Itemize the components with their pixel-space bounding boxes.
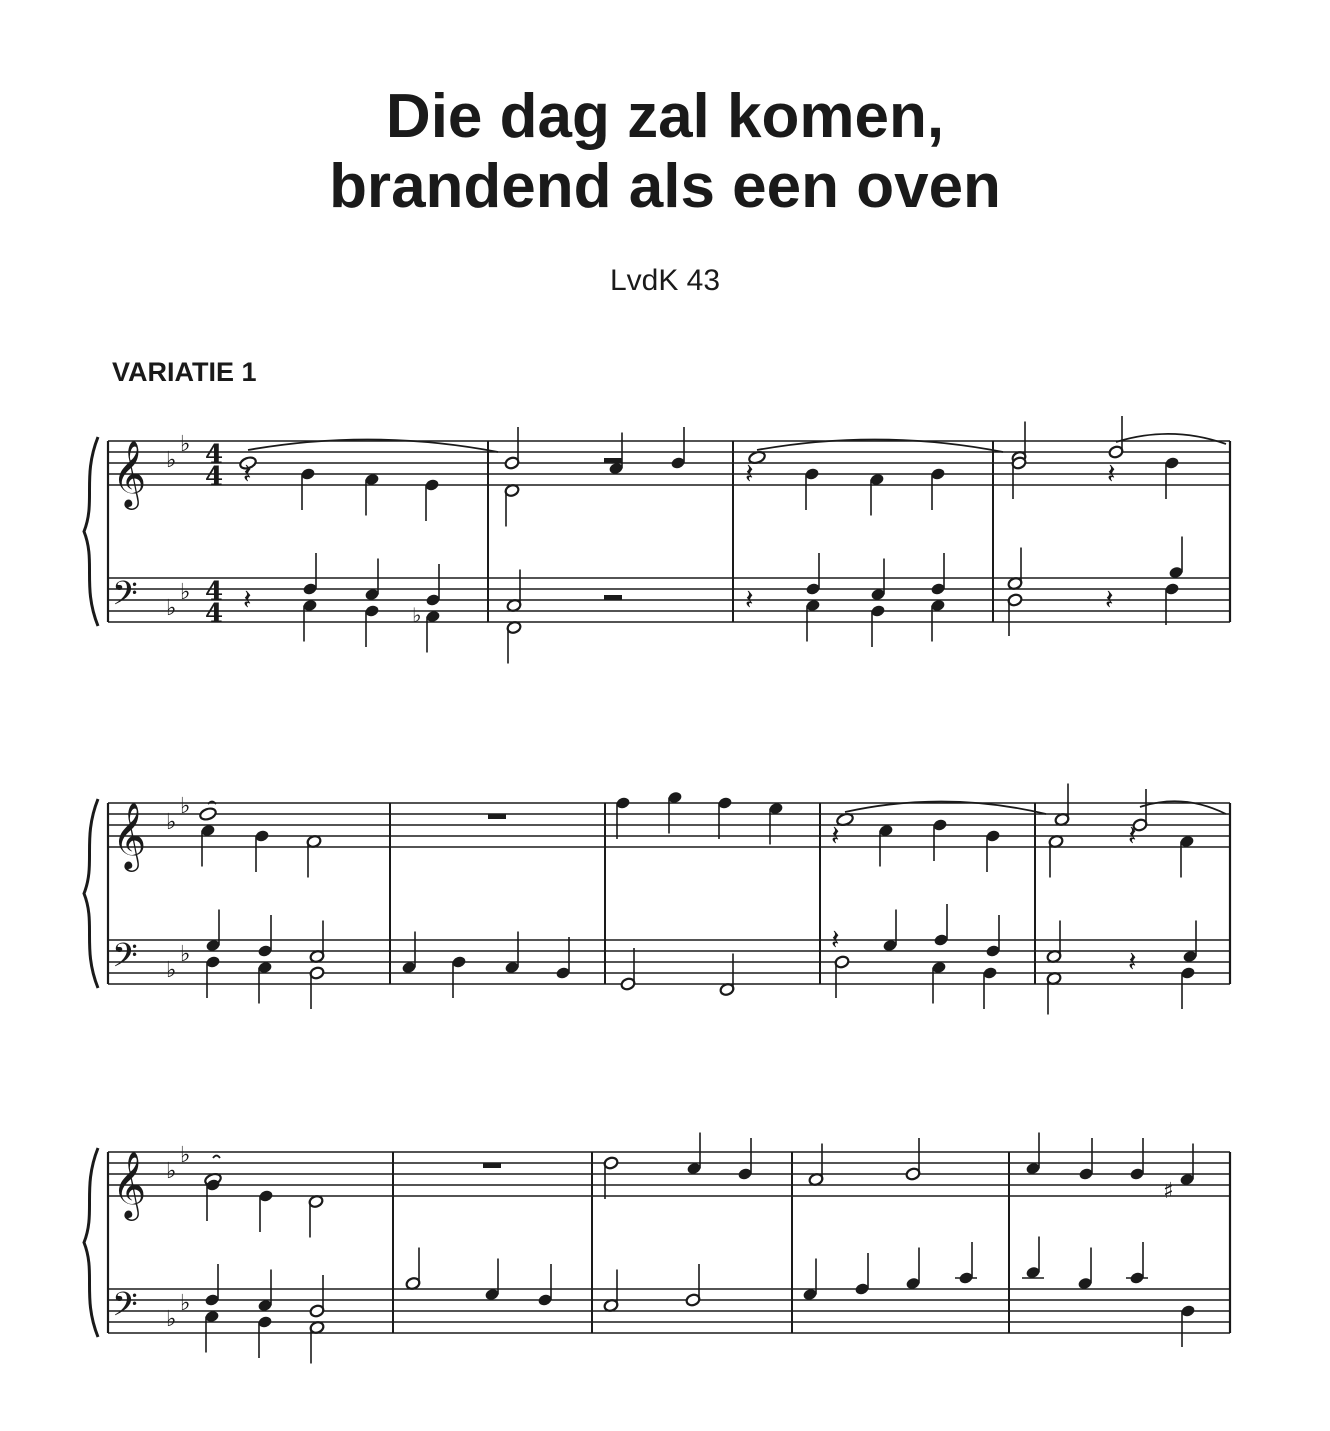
flat-sign: ♭	[166, 958, 177, 983]
flat-sign: ♭	[180, 1291, 191, 1316]
flat-sign: ♭	[180, 580, 191, 605]
time-signature-upper: 4	[205, 577, 224, 607]
title-line-2: brandend als een oven	[329, 152, 1001, 221]
tie	[1116, 434, 1226, 444]
treble-clef: 𝄞	[112, 801, 147, 869]
quarter-rest: 𝄽	[1128, 819, 1137, 852]
tie	[213, 1156, 220, 1158]
flat-sign: ♭	[166, 1159, 177, 1184]
flat-sign: ♭	[180, 942, 191, 967]
flat-sign: ♭	[166, 1307, 177, 1332]
quarter-rest: 𝄽	[745, 583, 754, 616]
quarter-rest: 𝄽	[1128, 945, 1137, 978]
title-line-1: Die dag zal komen,	[385, 82, 945, 151]
whole-rest	[488, 814, 506, 819]
sharp-accidental: ♯	[1163, 1179, 1174, 1204]
system-1	[84, 416, 1230, 664]
whole-rest	[483, 1163, 501, 1168]
quarter-rest: 𝄽	[243, 583, 252, 616]
quarter-rest: 𝄽	[243, 457, 252, 490]
quarter-rest: 𝄽	[1107, 457, 1116, 490]
system-2	[84, 784, 1230, 1015]
quarter-rest: 𝄽	[1105, 583, 1114, 616]
brace	[84, 799, 98, 988]
quarter-rest: 𝄽	[831, 923, 840, 956]
flat-sign: ♭	[166, 596, 177, 621]
flat-accidental: ♭	[412, 603, 422, 627]
treble-clef: 𝄞	[112, 1150, 147, 1218]
subtitle: LvdK 43	[609, 264, 721, 297]
time-signature-upper: 4	[205, 440, 224, 470]
section-label: VARIATIE 1	[112, 357, 257, 387]
bass-clef: 𝄢	[112, 1286, 138, 1332]
flat-sign: ♭	[166, 810, 177, 835]
flat-sign: ♭	[180, 1143, 191, 1168]
bass-clef: 𝄢	[112, 575, 138, 621]
system-3	[84, 1133, 1230, 1364]
brace	[84, 437, 98, 626]
time-signature-lower: 4	[205, 462, 224, 492]
treble-clef: 𝄞	[112, 439, 147, 507]
quarter-rest: 𝄽	[831, 819, 840, 852]
note	[199, 807, 217, 822]
flat-sign: ♭	[180, 432, 191, 457]
bass-clef: 𝄢	[112, 937, 138, 983]
half-rest	[604, 458, 622, 463]
brace	[84, 1148, 98, 1337]
quarter-rest: 𝄽	[745, 457, 754, 490]
flat-sign: ♭	[166, 448, 177, 473]
flat-sign: ♭	[180, 794, 191, 819]
half-rest	[604, 595, 622, 600]
time-signature-lower: 4	[205, 599, 224, 629]
